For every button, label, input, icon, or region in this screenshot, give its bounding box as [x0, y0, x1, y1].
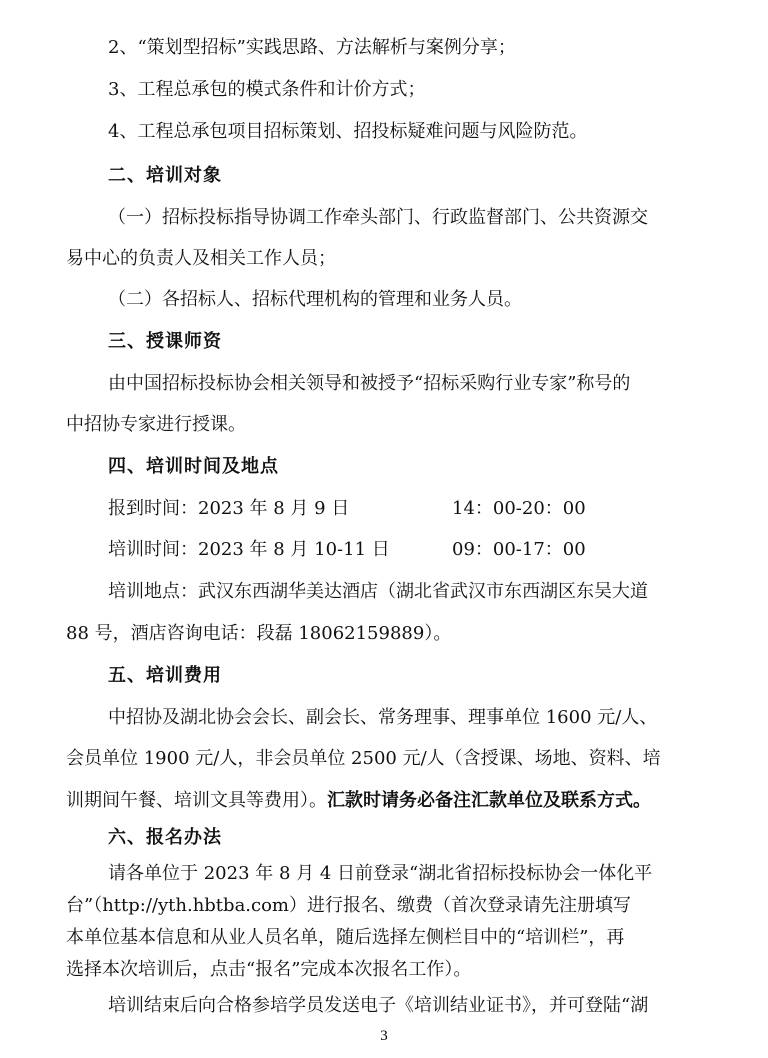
list-item-4: 4、工程总承包项目招标策划、招投标疑难问题与风险防范。 — [108, 121, 588, 142]
list-item-2: 2、“策划型招标”实践思路、方法解析与案例分享； — [108, 37, 516, 58]
paragraph-line: 88 号，酒店咨询电话：段磊 18062159889）。 — [66, 623, 452, 644]
page-number: 3 — [380, 1028, 388, 1044]
paragraph-line: （二）各招标人、招标代理机构的管理和业务人员。 — [108, 289, 522, 310]
section-heading-fees: 五、培训费用 — [108, 665, 222, 686]
list-item-3: 3、工程总承包的模式条件和计价方式； — [108, 79, 426, 100]
section-heading-teachers: 三、授课师资 — [108, 331, 222, 352]
paragraph-line: 选择本次培训后，点击“报名”完成本次报名工作）。 — [66, 959, 472, 980]
paragraph-line — [66, 789, 651, 813]
section-heading-trainees: 二、培训对象 — [108, 165, 222, 186]
paragraph-line: 易中心的负责人及相关工作人员； — [66, 248, 336, 269]
training-time-hours: 09：00-17：00 — [452, 539, 586, 560]
paragraph-line: （一）招标投标指导协调工作牵头部门、行政监督部门、公共资源交 — [108, 207, 648, 228]
checkin-time-hours: 14：00-20：00 — [452, 498, 586, 519]
paragraph-line: 请各单位于 2023 年 8 月 4 日前登录“湖北省招标投标协会一体化平 — [108, 863, 653, 884]
paragraph-line: 会员单位 1900 元/人，非会员单位 2500 元/人（含授课、场地、资料、培 — [66, 748, 661, 769]
checkin-time-label: 报到时间：2023 年 8 月 9 日 — [108, 498, 350, 519]
section-heading-time-place: 四、培训时间及地点 — [108, 456, 279, 477]
paragraph-line: 培训结束后向合格参培学员发送电子《培训结业证书》，并可登陆“湖 — [108, 995, 649, 1016]
paragraph-line: 台”（http://yth.hbtba.com）进行报名、缴费（首次登录请先注册填写 — [66, 895, 632, 916]
section-heading-registration: 六、报名办法 — [108, 827, 222, 848]
training-time-label: 培训时间：2023 年 8 月 10-11 日 — [108, 539, 390, 560]
remittance-note-bold: 汇款时请务必备注汇款单位及联系方式。 — [327, 790, 651, 811]
paragraph-line: 由中国招标投标协会相关领导和被授予“招标采购行业专家”称号的 — [108, 373, 631, 394]
paragraph-line: 中招协专家进行授课。 — [66, 414, 246, 435]
paragraph-line: 培训地点：武汉东西湖华美达酒店（湖北省武汉市东西湖区东吴大道 — [108, 581, 648, 602]
paragraph-line: 本单位基本信息和从业人员名单，随后选择左侧栏目中的“培训栏”，再 — [66, 927, 625, 948]
paragraph-line: 中招协及湖北协会会长、副会长、常务理事、理事单位 1600 元/人、 — [108, 707, 658, 728]
fee-note-text: 训期间午餐、培训文具等费用）。 — [66, 790, 327, 811]
